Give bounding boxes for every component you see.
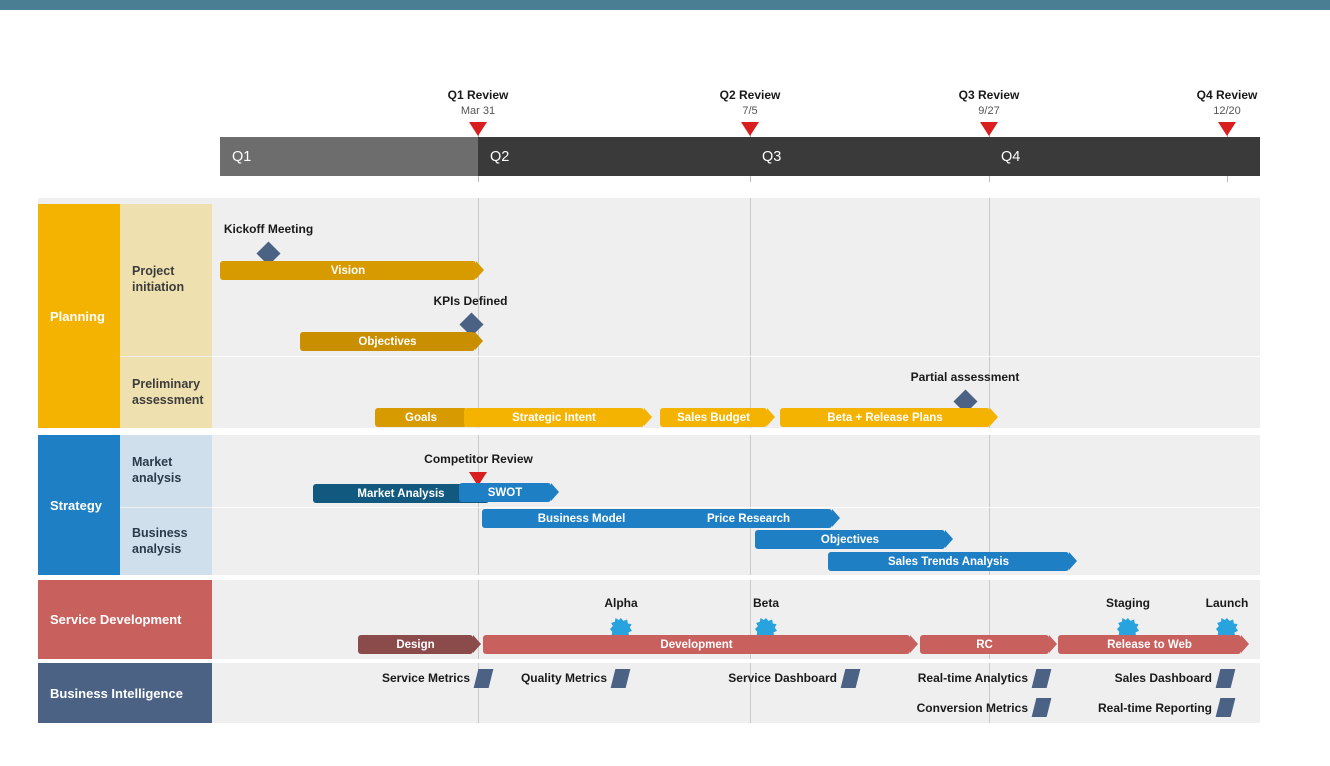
bar-objectives-strategy-label: Objectives — [820, 533, 880, 546]
bi-marker-quality-metrics-label: Quality Metrics — [520, 671, 607, 685]
quarter-label-q1: Q1 — [232, 148, 252, 165]
bar-release-to-web-label: Release to Web — [1107, 638, 1192, 651]
grid-line-q3 — [750, 198, 751, 428]
bar-business-model — [482, 509, 681, 528]
milestone-beta-label: Beta — [752, 596, 779, 610]
subgroup-business-analysis-line2: analysis — [132, 541, 182, 556]
top-milestone-q3-label: Q3 Review — [958, 88, 1020, 102]
bar-sales-trends-analysis-label: Sales Trends Analysis — [887, 555, 1010, 568]
category-service-development — [38, 580, 212, 659]
bar-release-to-web — [1058, 635, 1241, 654]
bi-marker-sales-dashboard-label: Sales Dashboard — [1114, 671, 1212, 685]
subgroup-project-initiation-line1: Project — [132, 264, 175, 279]
top-milestone-q4-marker — [1218, 122, 1236, 136]
bi-marker-service-metrics-label: Service Metrics — [381, 671, 470, 685]
band-divider-planning — [212, 356, 1260, 357]
grid-line-q2 — [478, 198, 479, 428]
top-accent-bar — [0, 0, 1330, 10]
bar-design — [358, 635, 473, 654]
quarter-header-bar — [220, 137, 1260, 176]
bar-sales-budget — [660, 408, 767, 427]
subgroup-preliminary-assessment — [120, 357, 212, 428]
bar-objectives-strategy — [755, 530, 945, 549]
bar-rc-label: RC — [976, 638, 993, 651]
top-milestone-q1-label: Q1 Review — [447, 88, 509, 102]
bar-price-research — [665, 509, 832, 528]
milestone-partial-assessment-label: Partial assessment — [910, 370, 1020, 384]
category-strategy-label: Strategy — [50, 497, 103, 513]
bar-rc — [920, 635, 1049, 654]
quarter-cell-q2 — [478, 137, 750, 176]
subgroup-preliminary-assessment-line2: assessment — [132, 392, 204, 407]
subgroup-business-analysis-line1: Business — [132, 525, 188, 540]
top-milestone-q2-marker — [741, 122, 759, 136]
bi-marker-conversion-metrics-label: Conversion Metrics — [916, 701, 1028, 715]
band-divider-strategy — [212, 507, 1260, 508]
bar-vision — [220, 261, 476, 280]
milestone-kpis-defined-label: KPIs Defined — [433, 294, 508, 308]
bar-development — [483, 635, 910, 654]
bi-marker-realtime-reporting-label: Real-time Reporting — [1097, 701, 1212, 715]
category-service-development-label: Service Development — [50, 612, 182, 627]
top-milestone-q1-marker — [469, 122, 487, 136]
milestone-kickoff-meeting-label: Kickoff Meeting — [223, 222, 314, 236]
bar-objectives-planning-label: Objectives — [358, 335, 417, 348]
subgroup-project-initiation-line2: initiation — [132, 280, 185, 294]
quarter-label-q4: Q4 — [1001, 148, 1021, 165]
category-planning — [38, 204, 120, 428]
bar-beta-release-plans — [780, 408, 990, 427]
milestone-staging-label: Staging — [1106, 596, 1150, 610]
bar-price-research-label: Price Research — [706, 512, 791, 525]
category-business-intelligence — [38, 663, 212, 723]
quarter-cell-q3 — [750, 137, 989, 176]
top-milestone-q3-marker — [980, 122, 998, 136]
bar-swot — [459, 483, 551, 502]
bar-development-label: Development — [660, 638, 733, 651]
top-milestone-q1-date: Mar 31 — [460, 105, 496, 117]
quarter-cell-q1 — [220, 137, 478, 176]
top-milestone-q3-date: 9/27 — [978, 105, 1000, 117]
quarter-cell-q4 — [989, 137, 1260, 176]
bi-marker-service-dashboard-label: Service Dashboard — [728, 671, 837, 685]
bar-strategic-intent — [464, 408, 644, 427]
top-milestone-q4-date: 12/20 — [1213, 105, 1241, 117]
bar-sales-trends-analysis — [828, 552, 1069, 571]
bar-swot-label: SWOT — [487, 486, 523, 499]
grid-line-q3-strategy — [750, 435, 751, 575]
bar-goals — [375, 408, 467, 427]
bar-goals-label: Goals — [405, 411, 437, 424]
milestone-launch-label: Launch — [1205, 596, 1249, 610]
bi-marker-realtime-analytics-label: Real-time Analytics — [917, 671, 1028, 685]
quarter-label-q3: Q3 — [762, 148, 782, 165]
category-business-intelligence-label: Business Intelligence — [50, 685, 183, 701]
milestone-alpha-label: Alpha — [604, 596, 638, 610]
bar-business-model-label: Business Model — [537, 512, 626, 525]
top-milestone-q4-label: Q4 Review — [1196, 88, 1258, 102]
subgroup-market-analysis — [120, 435, 212, 507]
grid-line-q4 — [989, 198, 990, 428]
bar-strategic-intent-label: Strategic Intent — [512, 411, 596, 424]
bar-beta-release-plans-label: Beta + Release Plans — [827, 411, 943, 424]
bar-sales-budget-label: Sales Budget — [677, 411, 750, 424]
quarter-label-q2: Q2 — [490, 148, 510, 165]
bar-design-label: Design — [396, 638, 435, 651]
top-milestone-q2-date: 7/5 — [742, 105, 758, 117]
gantt-chart — [0, 10, 1330, 766]
bar-objectives-planning — [300, 332, 475, 351]
subgroup-market-analysis-line1: Market — [132, 455, 173, 470]
milestone-competitor-review-label: Competitor Review — [424, 452, 533, 466]
subgroup-business-analysis — [120, 508, 212, 575]
subgroup-market-analysis-line2: analysis — [132, 471, 182, 485]
subgroup-preliminary-assessment-line1: Preliminary — [132, 376, 201, 391]
top-milestone-q2-label: Q2 Review — [719, 88, 781, 102]
bar-vision-label: Vision — [330, 264, 366, 277]
category-planning-label: Planning — [50, 308, 105, 324]
category-strategy — [38, 435, 120, 575]
bar-market-analysis-label: Market Analysis — [357, 487, 445, 500]
